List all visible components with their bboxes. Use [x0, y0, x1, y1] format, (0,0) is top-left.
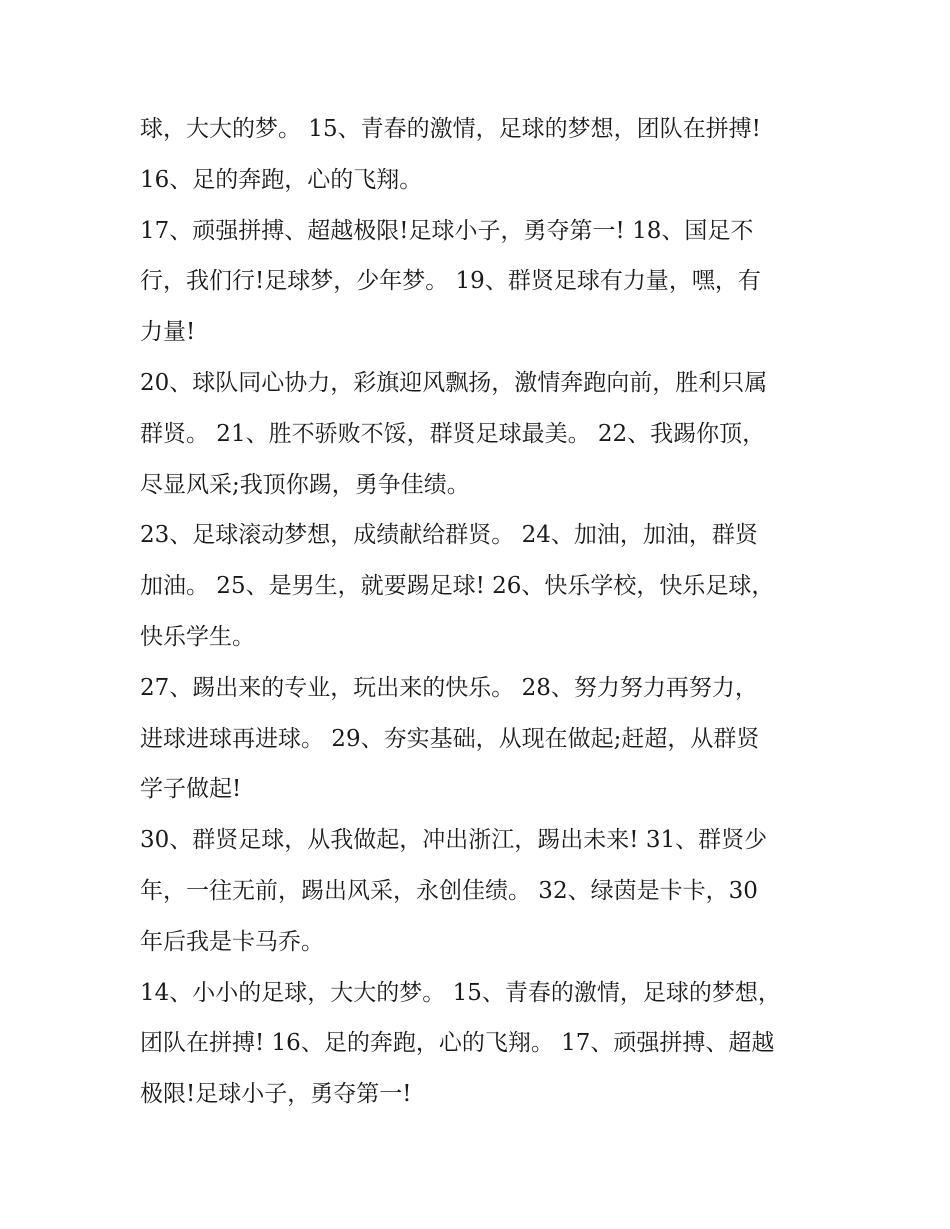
text-line: 快乐学生。	[140, 623, 255, 650]
text-line: 17、顽强拼搏、超越极限!足球小子，勇夺第一! 18、国足不	[140, 217, 754, 244]
text-line: 学子做起!	[140, 776, 242, 803]
text-line: 年后我是卡马乔。	[140, 928, 324, 955]
text-line: 20、球队同心协力，彩旗迎风飘扬，激情奔跑向前，胜利只属	[140, 369, 768, 396]
text-line: 加油。 25、是男生，就要踢足球! 26、快乐学校，快乐足球，	[140, 573, 775, 600]
text-line: 30、群贤足球，从我做起，冲出浙江，踢出未来! 31、群贤少	[140, 827, 768, 854]
body-text	[140, 104, 820, 1120]
text-line: 进球进球再进球。 29、夯实基础，从现在做起;赶超，从群贤	[140, 725, 760, 752]
text-line: 力量!	[140, 319, 196, 346]
text-line: 16、足的奔跑，心的飞翔。	[140, 166, 423, 193]
text-line: 极限!足球小子，勇夺第一!	[140, 1081, 412, 1108]
text-line: 年，一往无前，踢出风采，永创佳绩。 32、绿茵是卡卡，30	[140, 877, 758, 904]
text-line: 球，大大的梦。 15、青春的激情，足球的梦想，团队在拼搏!	[140, 116, 761, 142]
text-line: 尽显风采;我顶你踢，勇争佳绩。	[140, 471, 470, 498]
text-line: 团队在拼搏! 16、足的奔跑，心的飞翔。 17、顽强拼搏、超越	[140, 1030, 775, 1057]
text-line: 23、足球滚动梦想，成绩献给群贤。 24、加油，加油，群贤	[140, 522, 758, 549]
text-line: 27、踢出来的专业，玩出来的快乐。 28、努力努力再努力，	[140, 674, 758, 701]
text-line: 行，我们行!足球梦，少年梦。 19、群贤足球有力量，嘿，有	[140, 268, 761, 295]
text-line: 14、小小的足球，大大的梦。 15、青春的激情，足球的梦想，	[140, 979, 781, 1006]
text-line: 群贤。 21、胜不骄败不馁，群贤足球最美。 22、我踢你顶，	[140, 420, 766, 447]
